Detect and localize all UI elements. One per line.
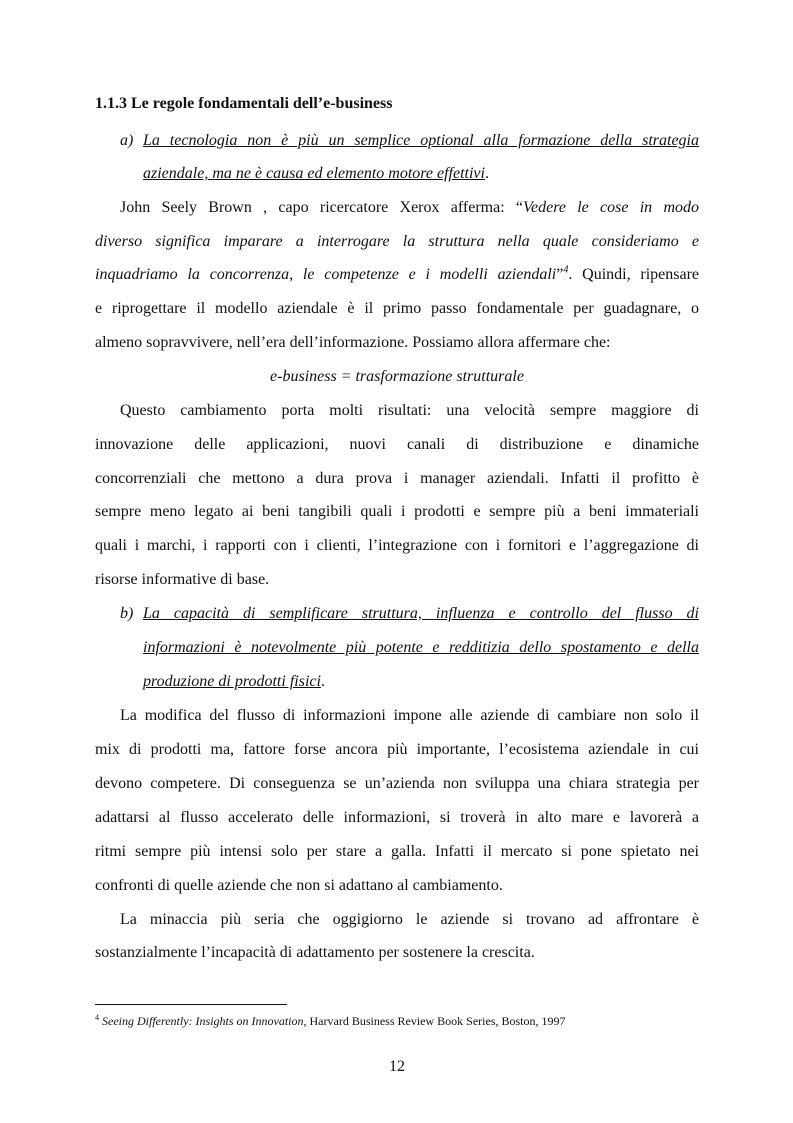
para3-line-4: adattarsi al flusso accelerato delle informazioni, si troverà in alto mare e lavorerà a <box>95 809 699 826</box>
para4-line-2: sostanzialmente l’incapacità di adattamento per sostenere la crescita. <box>95 944 535 961</box>
para1-line-3-plain: . Quindi, ripensare <box>568 266 700 283</box>
para1-line-1-plain: John Seely Brown , capo ricercatore Xerox afferma: “ <box>120 199 524 216</box>
item-b-end: . <box>320 673 325 690</box>
item-a-end: . <box>484 165 489 182</box>
item-a-line-1: La tecnologia non è più un semplice optional alla formazione della strategia <box>143 132 699 149</box>
para1-line-1 <box>120 198 699 218</box>
para2-line-6: risorse informative di base. <box>95 571 270 588</box>
para3-line-1: La modifica del flusso di informazioni impone alle aziende di cambiare non solo il <box>120 707 699 724</box>
footnote-number: 4 <box>95 1013 99 1022</box>
item-a-line-2 <box>143 164 489 184</box>
item-b-line-1: La capacità di semplificare struttura, influenza e controllo del flusso di <box>143 605 699 622</box>
para3-line-5: ritmi sempre più intensi solo per stare a galla. Infatti il mercato si pone spietato nei <box>95 843 699 860</box>
footnote <box>95 1013 566 1029</box>
para1-line-3-italic: inquadriamo la concorrenza, le competenze e i modelli aziendali <box>95 266 557 283</box>
footnote-rest: , Harvard Business Review Book Series, Boston, 1997 <box>303 1014 566 1028</box>
page-number: 12 <box>389 1058 405 1075</box>
footnote-separator <box>95 1004 287 1005</box>
para1-line-3-quote: ” <box>556 266 564 283</box>
para1-line-2: diverso significa imparare a interrogare la struttura nella quale consideriamo e <box>95 233 699 250</box>
item-b-label: b) <box>120 605 134 622</box>
para1-line-4: e riprogettare il modello aziendale è il primo passo fondamentale per guadagnare, o <box>95 300 699 317</box>
para3-line-2: mix di prodotti ma, fattore forse ancora più importante, l’ecosistema aziendale in cui <box>95 741 699 758</box>
footnote-title: Seeing Differently: Insights on Innovation <box>102 1014 304 1028</box>
item-a-line-2-text: aziendale, ma ne è causa ed elemento motore effettivi <box>143 165 485 182</box>
item-a-label: a) <box>120 132 134 149</box>
para1-line-1-italic: Vedere le cose in modo <box>523 199 699 216</box>
item-b-line-3-text: produzione di prodotti fisici <box>143 673 321 690</box>
para3-line-3: devono competere. Di conseguenza se un’azienda non sviluppa una chiara strategia per <box>95 775 699 792</box>
section-heading: 1.1.3 Le regole fondamentali dell’e-business <box>95 95 393 112</box>
para2-line-4: sempre meno legato ai beni tangibili quali i prodotti e sempre più a beni immateriali <box>95 503 699 520</box>
footnote-ref: 4 <box>563 264 569 276</box>
para2-line-1: Questo cambiamento porta molti risultati: una velocità sempre maggiore di <box>120 402 699 419</box>
para3-line-6: confronti di quelle aziende che non si adattano al cambiamento. <box>95 877 503 894</box>
formula: e-business = trasformazione strutturale <box>270 368 524 385</box>
item-b-line-2: informazioni è notevolmente più potente e redditizia dello spostamento e della <box>143 639 699 656</box>
para1-line-5: almeno sopravvivere, nell’era dell’informazione. Possiamo allora affermare che: <box>95 334 611 351</box>
para4-line-1: La minaccia più seria che oggigiorno le aziende si trovano ad affrontare è <box>120 911 699 928</box>
para2-line-3: concorrenziali che mettono a dura prova i manager aziendali. Infatti il profitto è <box>95 470 699 487</box>
para1-line-3 <box>95 265 699 285</box>
item-b-line-3 <box>143 672 325 692</box>
para2-line-5: quali i marchi, i rapporti con i clienti, l’integrazione con i fornitori e l’aggregazione di <box>95 537 699 554</box>
para2-line-2: innovazione delle applicazioni, nuovi canali di distribuzione e dinamiche <box>95 436 699 453</box>
